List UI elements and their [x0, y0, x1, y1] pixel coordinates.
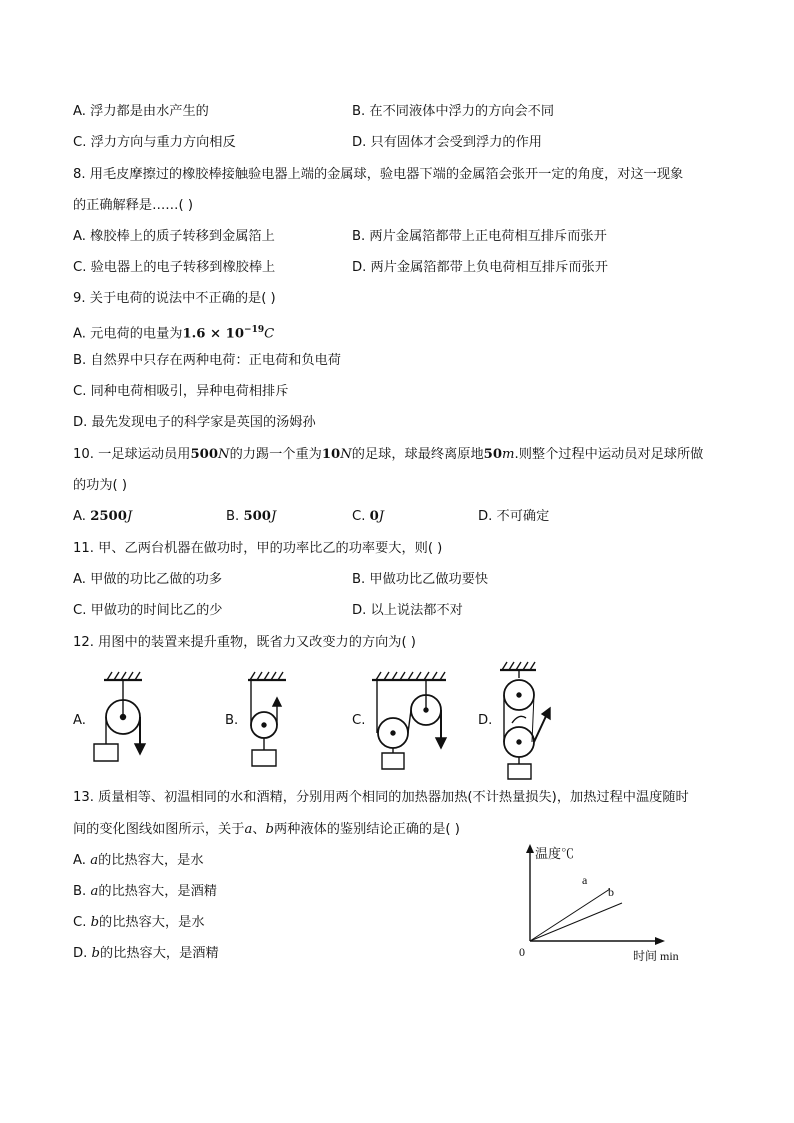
q13-stem2-mid: 、	[252, 822, 266, 837]
q13-option-d-var: b	[91, 946, 100, 961]
q9-option-a-exponent: −19	[244, 325, 265, 335]
graph-label-b: b	[608, 885, 614, 899]
q13-option-a	[73, 853, 204, 869]
q10-option-c-number: 0	[369, 509, 379, 524]
q13-option-b-label: B.	[73, 884, 91, 899]
q10-stem-mid2: 的足球，球最终离原地	[351, 447, 484, 462]
q8-stem-line2: 的正确解释是……( )	[73, 198, 193, 213]
q10-stem-line2: 的功为( )	[73, 478, 128, 493]
q12-label-c: C.	[352, 713, 366, 728]
q9-option-b: B. 自然界中只存在两种电荷：正电荷和负电荷	[73, 353, 341, 368]
q7-option-c: C. 浮力方向与重力方向相反	[73, 135, 236, 150]
q10-weight-unit: N	[340, 447, 352, 462]
q8-option-c: C. 验电器上的电子转移到橡胶棒上	[73, 260, 276, 275]
q10-option-b	[226, 509, 276, 525]
q10-stem-mid1: 的力踢一个重为	[229, 447, 322, 462]
q8-option-b: B. 两片金属箔都带上正电荷相互排斥而张开	[352, 229, 607, 244]
q10-option-b-unit: J	[270, 509, 277, 524]
graph-label-a: a	[582, 873, 588, 887]
q10-stem-line1	[73, 447, 703, 463]
q9-option-a-number: 1.6 × 10	[182, 326, 245, 342]
q13-option-d-text: 的比热容大，是酒精	[100, 946, 219, 961]
q10-force-unit: N	[218, 447, 230, 462]
q11-option-a: A. 甲做的功比乙做的功多	[73, 572, 223, 587]
pulley-diagram-c	[368, 668, 453, 778]
q13-option-a-text: 的比热容大，是水	[98, 853, 204, 868]
q13-option-b	[73, 884, 217, 900]
q8-option-a: A. 橡胶棒上的质子转移到金属箔上	[73, 229, 275, 244]
q13-stem2-pre: 间的变化图线如图所示，关于	[73, 822, 245, 837]
q12-stem: 12. 用图中的装置来提升重物，既省力又改变力的方向为( )	[73, 635, 416, 650]
q10-stem-post: .则整个过程中运动员对足球所做	[514, 447, 704, 462]
q12-label-b: B.	[225, 713, 239, 728]
q8-option-d: D. 两片金属箔都带上负电荷相互排斥而张开	[352, 260, 608, 275]
q12-label-a: A.	[73, 713, 86, 728]
q13-option-d-label: D.	[73, 946, 92, 961]
q13-option-a-label: A.	[73, 853, 91, 868]
graph-y-arrow	[526, 844, 534, 853]
q10-force-value: 500	[190, 447, 219, 462]
q13-var-a: a	[244, 822, 253, 837]
q10-option-a-unit: J	[126, 509, 133, 524]
graph-line-a	[530, 889, 610, 941]
q9-stem: 9. 关于电荷的说法中不正确的是( )	[73, 291, 276, 306]
q10-option-a	[73, 509, 132, 525]
q13-var-b: b	[265, 822, 274, 837]
q10-option-b-label: B.	[226, 509, 244, 524]
q13-option-b-text: 的比热容大，是酒精	[98, 884, 217, 899]
q10-option-c-unit: J	[378, 509, 385, 524]
graph-origin-label: 0	[519, 945, 525, 959]
q13-option-a-var: a	[90, 853, 99, 868]
q8-stem-line1: 8. 用毛皮摩擦过的橡胶棒接触验电器上端的金属球，验电器下端的金属箔会张开一定的角度，对这一现象	[73, 167, 684, 182]
q9-option-c: C. 同种电荷相吸引，异种电荷相排斥	[73, 384, 289, 399]
pulley-diagram-d	[490, 658, 560, 783]
graph-y-label: 温度℃	[535, 846, 575, 861]
q9-option-d: D. 最先发现电子的科学家是英国的汤姆孙	[73, 415, 316, 430]
q13-option-c-label: C.	[73, 915, 91, 930]
q13-option-b-var: a	[90, 884, 99, 899]
q10-option-d: D. 不可确定	[478, 509, 550, 524]
q10-weight-value: 10	[321, 447, 341, 462]
q7-option-a: A. 浮力都是由水产生的	[73, 104, 209, 119]
q9-option-a	[73, 322, 274, 342]
q13-stem-line2	[73, 822, 460, 838]
q13-option-c-text: 的比热容大，是水	[99, 915, 205, 930]
graph-line-b	[530, 903, 622, 941]
graph-x-arrow	[655, 937, 665, 945]
q13-option-c-var: b	[90, 915, 100, 930]
q10-option-c	[352, 509, 384, 525]
q10-distance-unit: m	[502, 447, 515, 462]
q13-stem-line1: 13. 质量相等、初温相同的水和酒精，分别用两个相同的加热器加热(不计热量损失)，加热过程中温度随时	[73, 790, 689, 805]
q9-option-a-unit: C	[264, 326, 275, 342]
q10-option-c-label: C.	[352, 509, 370, 524]
graph-x-label: 时间 min	[633, 949, 679, 963]
q11-option-c: C. 甲做功的时间比乙的少	[73, 603, 223, 618]
q11-option-d: D. 以上说法都不对	[352, 603, 463, 618]
q10-option-a-number: 2500	[90, 509, 127, 524]
pulley-diagram-b	[238, 668, 298, 773]
q12-label-d: D.	[478, 713, 493, 728]
q11-stem: 11. 甲、乙两台机器在做功时，甲的功率比乙的功率要大，则( )	[73, 541, 443, 556]
q10-distance-value: 50	[483, 447, 503, 462]
q10-stem-pre: 10. 一足球运动员用	[73, 447, 191, 462]
q7-option-b: B. 在不同液体中浮力的方向会不同	[352, 104, 555, 119]
q13-stem2-post: 两种液体的鉴别结论正确的是( )	[273, 822, 460, 837]
q13-option-d	[73, 946, 219, 962]
q10-option-a-label: A.	[73, 509, 91, 524]
q10-option-b-number: 500	[243, 509, 271, 524]
q9-option-a-text: A. 元电荷的电量为	[73, 326, 183, 342]
pulley-diagram-a	[90, 668, 160, 768]
q7-option-d: D. 只有固体才会受到浮力的作用	[352, 135, 542, 150]
temperature-time-graph	[515, 840, 705, 970]
q13-option-c	[73, 915, 205, 931]
q11-option-b: B. 甲做功比乙做功要快	[352, 572, 489, 587]
